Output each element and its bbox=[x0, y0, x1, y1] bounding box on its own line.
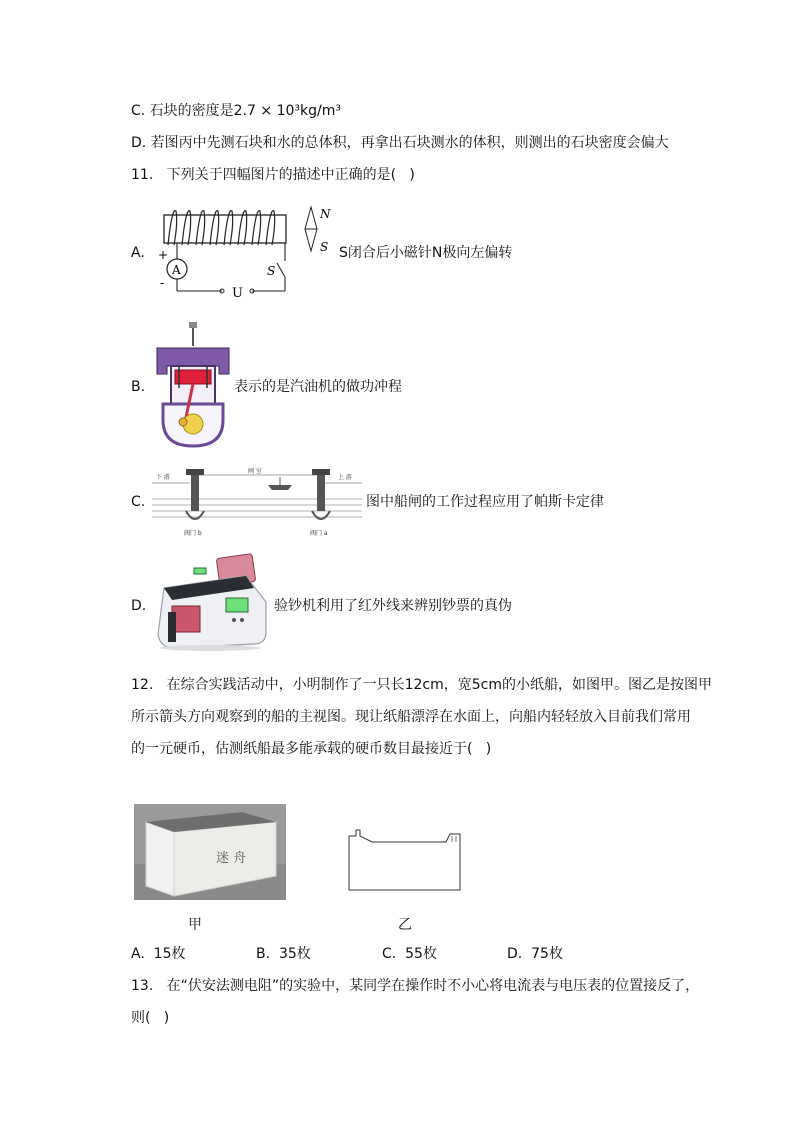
q11-option-d-text: 验钞机利用了红外线来辨别钞票的真伪 bbox=[274, 598, 512, 614]
minus-sign: - bbox=[160, 276, 165, 290]
voltage-label: U bbox=[232, 286, 243, 299]
gate-b-label: 阀门 b bbox=[184, 530, 202, 537]
gate-b-top bbox=[186, 469, 204, 475]
solenoid-coil bbox=[168, 211, 275, 245]
water-lines bbox=[152, 499, 362, 517]
q12-option-c: C. 55枚 bbox=[382, 946, 437, 962]
q11-option-c-label: C. bbox=[131, 494, 146, 510]
question-12-line-2: 所示箭头方向观察到的船的主视图。现让纸船漂浮在水面上，向船内轻轻放入目前我们常用 bbox=[131, 709, 691, 725]
q11-option-a-text: S闭合后小磁针N极向左偏转 bbox=[339, 245, 513, 261]
option-c-density: C. 石块的密度是2.7 × 10³kg/m³ bbox=[131, 103, 341, 119]
caption-jia: 甲 bbox=[188, 917, 202, 933]
boat-writing: 迷 舟 bbox=[216, 851, 247, 866]
gate-a-top bbox=[312, 469, 330, 475]
gate-a-label: 阀门 a bbox=[310, 530, 328, 537]
question-13-line-1: 13. 在“伏安法测电阻”的实验中，某同学在操作时不小心将电流表与电压表的位置接反了， bbox=[131, 978, 700, 994]
q11-option-a-label: A. bbox=[131, 245, 145, 261]
piston bbox=[175, 370, 211, 384]
lock-chamber-label: 闸 室 bbox=[248, 468, 262, 475]
question-12-line-3: 的一元硬币，估测纸船最多能承载的硬币数目最接近于( ) bbox=[131, 741, 492, 757]
ammeter-label: A bbox=[172, 263, 181, 277]
caption-yi: 乙 bbox=[398, 917, 412, 933]
question-11-stem: 11. 下列关于四幅图片的描述中正确的是( ) bbox=[131, 167, 415, 183]
counter-display bbox=[226, 598, 248, 612]
spark-plug-icon bbox=[189, 322, 197, 328]
q11-option-c-text: 图中船闸的工作过程应用了帕斯卡定律 bbox=[366, 494, 604, 510]
engine-stroke-diagram bbox=[153, 322, 233, 448]
banknotes-front bbox=[172, 606, 200, 632]
compass-n-label: N bbox=[320, 207, 331, 221]
question-13-line-2: 则( ) bbox=[131, 1010, 170, 1026]
gate-a bbox=[317, 475, 325, 511]
q12-option-a: A. 15枚 bbox=[131, 946, 186, 962]
gate-b bbox=[191, 475, 199, 511]
compass-s-label: S bbox=[320, 240, 329, 254]
paper-boat-photo-jia bbox=[134, 804, 286, 900]
question-12-line-1: 12. 在综合实践活动中，小明制作了一只长12cm，宽5cm的小纸船，如图甲。图乙是按图甲 bbox=[131, 677, 713, 693]
ship-lock-diagram bbox=[150, 465, 364, 537]
q12-option-d: D. 75枚 bbox=[507, 946, 563, 962]
q11-option-b-text: 表示的是汽油机的做功冲程 bbox=[234, 379, 402, 395]
paper-boat-front-view-yi bbox=[346, 826, 464, 892]
q11-option-d-label: D. bbox=[131, 598, 147, 614]
upstream-label: 上 游 bbox=[338, 474, 352, 481]
boat-end-face bbox=[146, 822, 174, 896]
money-counter-photo bbox=[150, 552, 272, 652]
plus-sign: + bbox=[158, 248, 169, 262]
q11-option-b-label: B. bbox=[131, 379, 146, 395]
boat-outline bbox=[349, 830, 460, 890]
solenoid-circuit-diagram bbox=[150, 203, 340, 299]
downstream-label: 下 游 bbox=[156, 474, 170, 481]
q12-option-b: B. 35枚 bbox=[256, 946, 311, 962]
boat-icon bbox=[268, 485, 292, 490]
switch-label: S bbox=[267, 264, 276, 278]
option-d-density: D. 若图丙中先测石块和水的总体积，再拿出石块测水的体积，则测出的石块密度会偏大 bbox=[131, 135, 669, 151]
